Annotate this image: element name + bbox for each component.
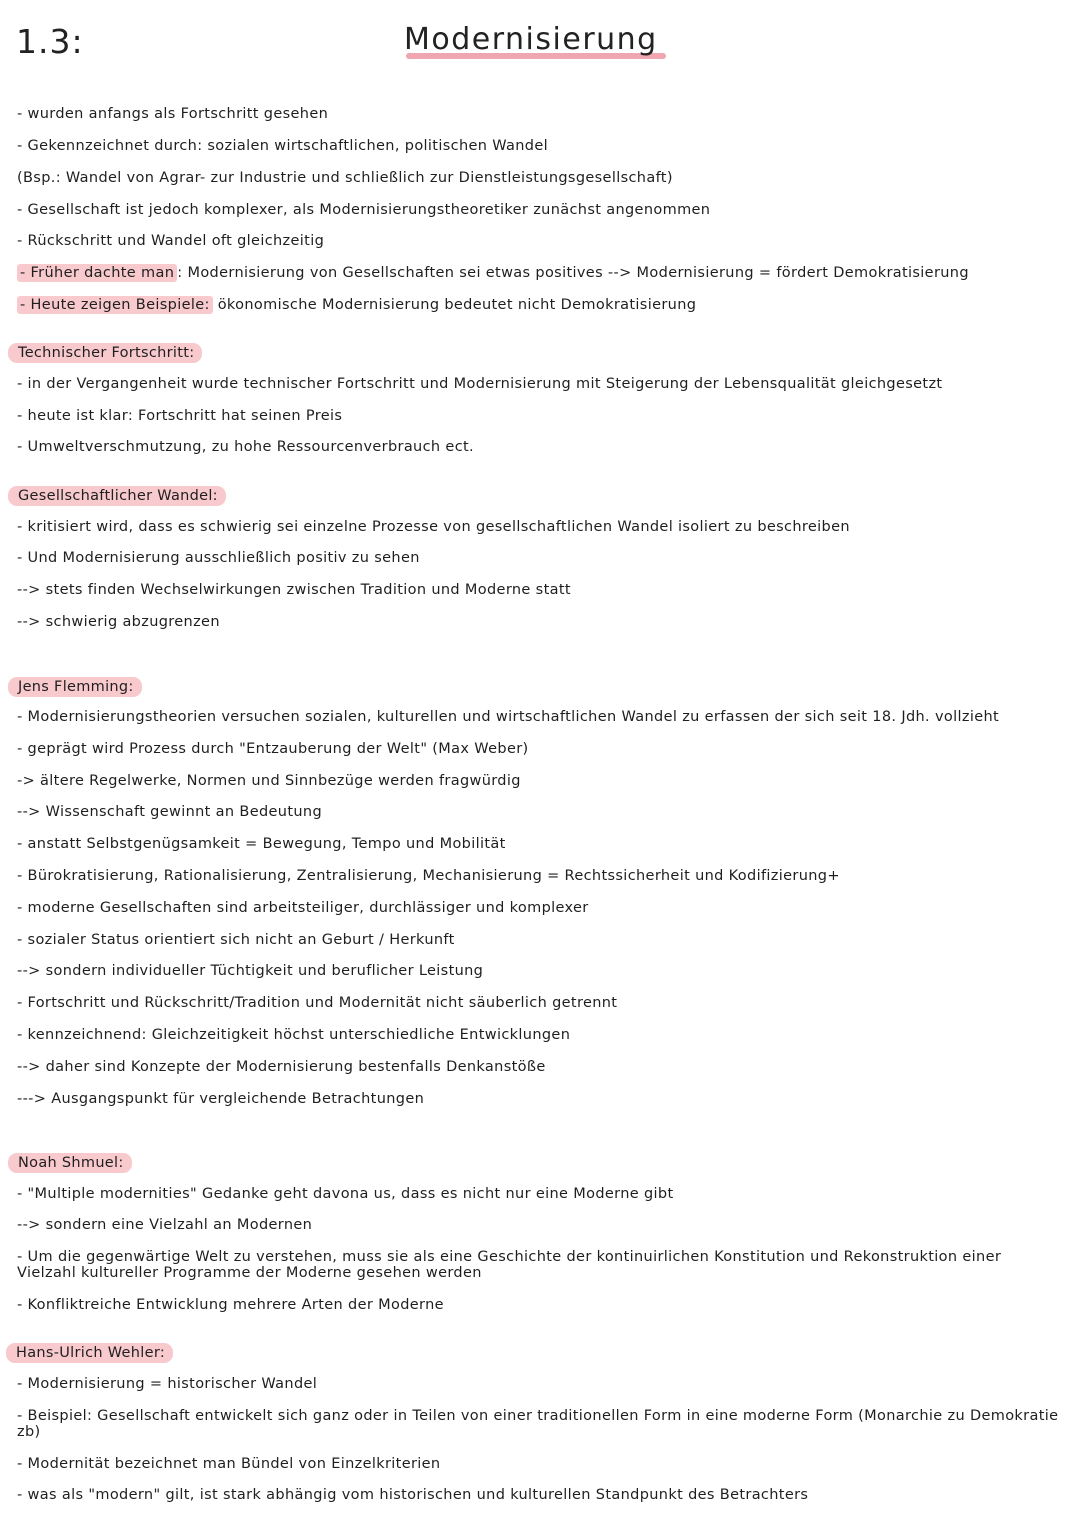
heading-gesellschaftlicher-wandel: Gesellschaftlicher Wandel: [8,486,226,506]
intro-line-4: - Gesellschaft ist jedoch komplexer, als Modernisierungstheoretiker zunächst angenommen [17,202,711,218]
intro-line-7 [17,297,1062,313]
page-title: Modernisierung [404,22,658,57]
flemming-line-9: --> sondern individueller Tüchtigkeit und beruflicher Leistung [17,963,484,979]
intro-line-5: - Rückschritt und Wandel oft gleichzeitig [17,233,325,249]
tech-line-3: - Umweltverschmutzung, zu hohe Ressourcenverbrauch ect. [17,439,475,455]
heading-jens-flemming: Jens Flemming: [8,677,142,697]
tech-line-1: - in der Vergangenheit wurde technischer Fortschritt und Modernisierung mit Steigerung der Lebensqualität gleichgesetzt [17,376,943,392]
flemming-line-11: - kennzeichnend: Gleichzeitigkeit höchst unterschiedliche Entwicklungen [17,1027,571,1043]
flemming-line-2: - geprägt wird Prozess durch "Entzauberung der Welt" (Max Weber) [17,741,529,757]
intro-line-6-text: : Modernisierung von Gesellschaften sei etwas positives --> Modernisierung = fördert Demokratisierung [177,265,969,281]
wehler-line-3: - Modernität bezeichnet man Bündel von Einzelkriterien [17,1456,441,1472]
shmuel-line-4: - Konfliktreiche Entwicklung mehrere Arten der Moderne [17,1297,444,1313]
intro-line-3: (Bsp.: Wandel von Agrar- zur Industrie und schließlich zur Dienstleistungsgesellschaft) [17,170,673,186]
intro-line-7-text: ökonomische Modernisierung bedeutet nicht Demokratisierung [212,297,697,313]
flemming-line-7: - moderne Gesellschaften sind arbeitsteiliger, durchlässiger und komplexer [17,900,589,916]
gesell-line-2: - Und Modernisierung ausschließlich positiv zu sehen [17,550,420,566]
flemming-line-3: -> ältere Regelwerke, Normen und Sinnbezüge werden fragwürdig [17,773,521,789]
intro-line-6 [17,265,1062,281]
wehler-line-1: - Modernisierung = historischer Wandel [17,1376,318,1392]
heading-noah-shmuel: Noah Shmuel: [8,1153,132,1173]
page-number: 1.3: [16,22,84,61]
gesell-line-1: - kritisiert wird, dass es schwierig sei einzelne Prozesse von gesellschaftlichen Wandel isoliert zu beschreiben [17,519,850,535]
tech-line-2: - heute ist klar: Fortschritt hat seinen Preis [17,408,343,424]
shmuel-line-1: - "Multiple modernities" Gedanke geht davona us, dass es nicht nur eine Moderne gibt [17,1186,674,1202]
flemming-line-4: --> Wissenschaft gewinnt an Bedeutung [17,804,323,820]
page-title-block [404,22,658,57]
intro-line-1: - wurden anfangs als Fortschritt gesehen [17,106,329,122]
heading-technischer-fortschritt: Technischer Fortschritt: [8,343,202,363]
flemming-line-8: - sozialer Status orientiert sich nicht an Geburt / Herkunft [17,932,455,948]
heading-hans-ulrich-wehler: Hans-Ulrich Wehler: [6,1343,173,1363]
wehler-line-4: - was als "modern" gilt, ist stark abhängig vom historischen und kulturellen Standpunkt des Betrachters [17,1487,809,1503]
shmuel-line-2: --> sondern eine Vielzahl an Modernen [17,1217,313,1233]
flemming-line-1: - Modernisierungstheorien versuchen sozialen, kulturellen und wirtschaftlichen Wandel zu erfassen der sich seit 18. Jdh. vollzieht [17,709,1000,725]
flemming-line-6: - Bürokratisierung, Rationalisierung, Zentralisierung, Mechanisierung = Rechtssicherheit und Kodifizierung+ [17,868,840,884]
shmuel-line-3: - Um die gegenwärtige Welt zu verstehen, muss sie als eine Geschichte der kontinuirlichen Konstitution und Rekonstruktion einer Vielzahl kultureller Programme der Moderne gesehen werden [17,1249,1002,1281]
flemming-line-10: - Fortschritt und Rückschritt/Tradition und Modernität nicht säuberlich getrennt [17,995,618,1011]
intro-line-2: - Gekennzeichnet durch: sozialen wirtschaftlichen, politischen Wandel [17,138,548,154]
highlight-heute: - Heute zeigen Beispiele: [17,296,213,314]
gesell-line-3: --> stets finden Wechselwirkungen zwischen Tradition und Moderne statt [17,582,571,598]
flemming-line-13: ---> Ausgangspunkt für vergleichende Betrachtungen [17,1091,425,1107]
highlight-frueher: - Früher dachte man [17,264,177,282]
wehler-line-2: - Beispiel: Gesellschaft entwickelt sich ganz oder in Teilen von einer traditionellen Form in eine moderne Form (Monarchie zu Demokratie zb) [17,1408,1059,1440]
flemming-line-12: --> daher sind Konzepte der Modernisierung bestenfalls Denkanstöße [17,1059,546,1075]
gesell-line-4: --> schwierig abzugrenzen [17,614,220,630]
flemming-line-5: - anstatt Selbstgenügsamkeit = Bewegung, Tempo und Mobilität [17,836,506,852]
